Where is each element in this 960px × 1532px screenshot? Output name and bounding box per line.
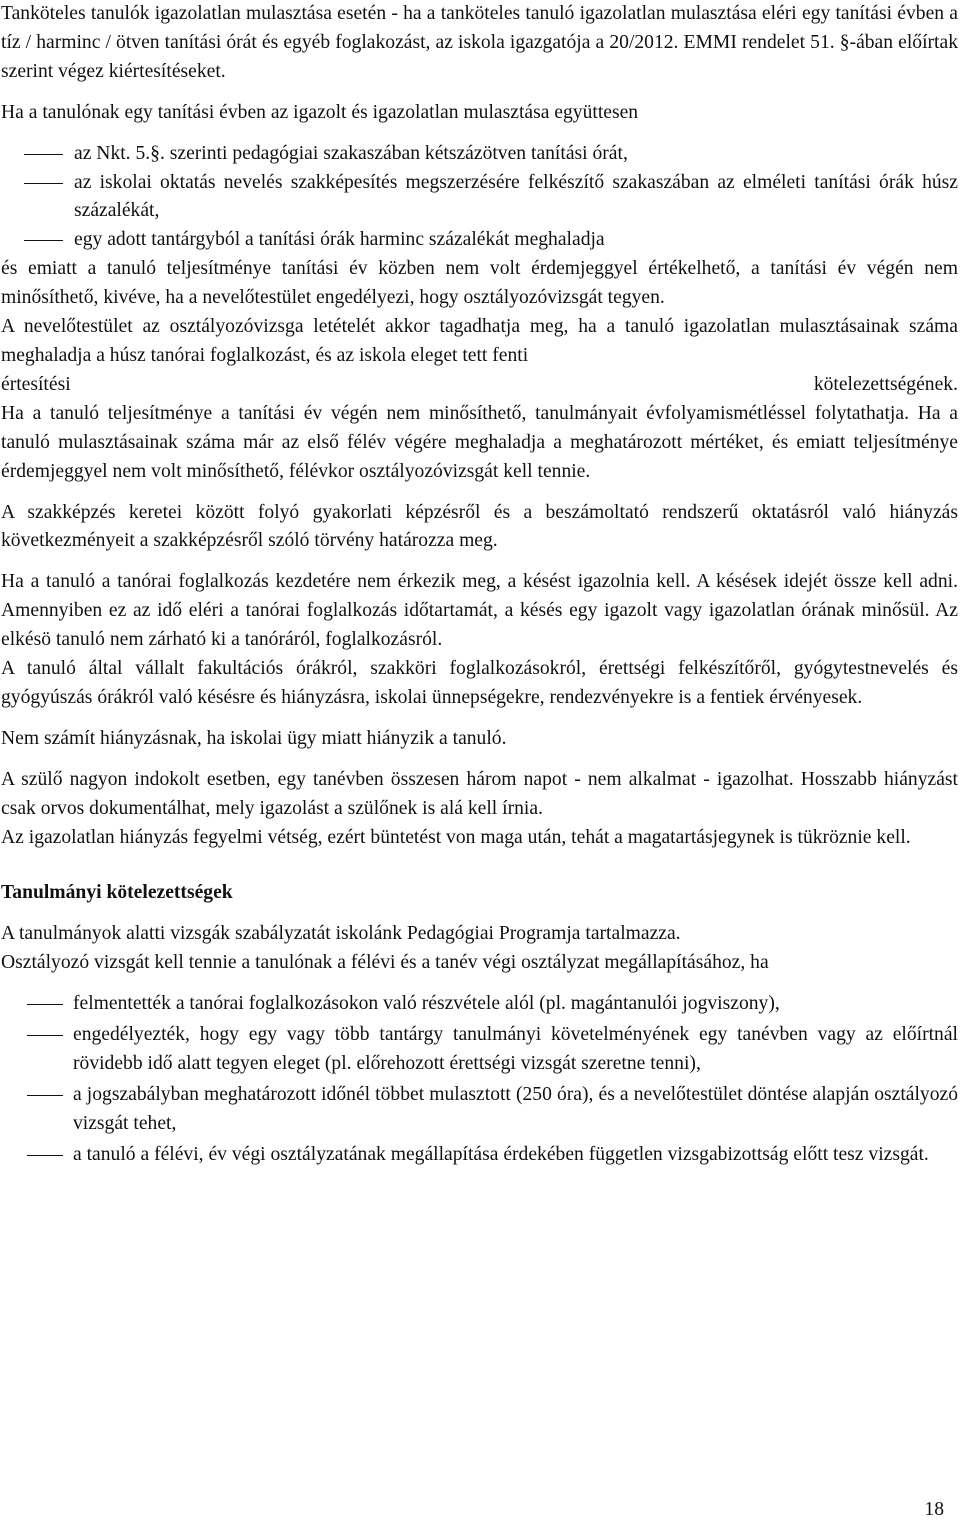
paragraph-parent-excuse: A szülő nagyon indokolt esetben, egy tanévben összesen három napot - nem alkalmat - igazolhat. Hosszabb hiányzást csak orvos dokumentálhat, mely igazolást a szülőnek is alá kell írnia. bbox=[1, 768, 958, 819]
paragraph-grade-repetition: Ha a tanuló teljesítménye a tanítási év végén nem minősíthető, tanulmányait évfolyamismétléssel folytathatja. Ha a tanuló mulasztásainak száma már az első félév végére meghaladja a meghatározott mértéket, és emiatt teljesítménye érdemjeggyel nem volt minősíthető, félévkor osztályozóvizsgát kell tennie. bbox=[1, 402, 958, 482]
classifying-exam-list bbox=[1, 990, 958, 1169]
section-heading: Tanulmányi kötelezettségek bbox=[1, 882, 233, 904]
dash-bullet-icon bbox=[27, 1035, 63, 1036]
paragraph-performance-consequence: és emiatt a tanuló teljesítménye tanítási év közben nem volt érdemjeggyel értékelhető, a tanítási év végén nem minősíthető, kivéve, ha a nevelőtestület engedélyezi, hogy osztályozóvizsgát tegyen. bbox=[1, 258, 958, 309]
list-item: egy adott tantárgyból a tanítási órák harminc százalékát meghaladja bbox=[1, 226, 958, 255]
paragraph-school-business: Nem számít hiányzásnak, ha iskolai ügy miatt hiányzik a tanuló. bbox=[1, 727, 507, 749]
dash-bullet-icon bbox=[27, 1004, 63, 1005]
document-body bbox=[1, 0, 958, 1170]
list-item: engedélyezték, hogy egy vagy több tantárgy tanulmányi követelményének egy tanévben vagy az előírtnál rövidebb idő alatt tegyen eleget (pl. előrehozott érettségi vizsgát szeretne tenni), bbox=[1, 1021, 958, 1079]
paragraph-classifying-exam: Osztályozó vizsgát kell tennie a tanulónak a félévi és a tanév végi osztályzat megállapításához, ha bbox=[1, 952, 769, 974]
paragraph-optional-classes: A tanuló által vállalt fakultációs órákról, szakköri foglalkozásokról, érettségi felkészítőről, gyógytestnevelés és gyógyúszás órákról való késésre és hiányzásra, iskolai ünnepségekre, rendezvényekre is a fentiek érvényesek. bbox=[1, 658, 958, 708]
dash-bullet-icon bbox=[24, 154, 63, 155]
list-item: az iskolai oktatás nevelés szakképesítés megszerzésére felkészítő szakaszában az elméleti tanítási órák húsz százalékát, bbox=[1, 169, 958, 227]
list-item: az Nkt. 5.§. szerinti pedagógiai szakaszában kétszázötven tanítási órát, bbox=[1, 140, 958, 169]
paragraph-exam-refusal: A nevelőtestület az osztályozóvizsga letételét akkor tagadhatja meg, ha a tanuló igazolatlan mulasztásainak száma meghaladja a húsz tanórai foglalkozást, és az iskola eleget tett fenti bbox=[1, 316, 958, 366]
dash-bullet-icon bbox=[24, 240, 63, 241]
list-item: a tanuló a félévi, év végi osztályzatának megállapítása érdekében független vizsgabizottság előtt tesz vizsgát. bbox=[1, 1141, 958, 1170]
paragraph-exam-refusal-end: értesítési kötelezettségének. bbox=[1, 373, 958, 395]
page-number: 18 bbox=[924, 1499, 944, 1520]
dash-bullet-icon bbox=[27, 1155, 63, 1156]
dash-bullet-icon bbox=[24, 183, 63, 184]
paragraph-disciplinary: Az igazolatlan hiányzás fegyelmi vétség, ezért büntetést von maga után, tehát a magatartásjegynek is tükröznie kell. bbox=[1, 826, 911, 848]
list-item: felmentették a tanórai foglalkozásokon való részvétele alól (pl. magántanulói jogviszony), bbox=[1, 990, 958, 1019]
dash-bullet-icon bbox=[27, 1095, 63, 1096]
list-item: a jogszabályban meghatározott időnél többet mulasztott (250 óra), és a nevelőtestület döntése alapján osztályozó vizsgát tehet, bbox=[1, 1081, 958, 1139]
paragraph-lateness: Ha a tanuló a tanórai foglalkozás kezdetére nem érkezik meg, a késést igazolnia kell. A késések idejét össze kell adni. Amennyiben ez az idő eléri a tanórai foglalkozás időtartamát, a késés egy igazolt vagy igazolatlan órának minősül. Az elkésö tanuló nem zárható ki a tanóráról, foglalkozásról. bbox=[1, 571, 958, 651]
paragraph-vocational-training: A szakképzés keretei között folyó gyakorlati képzésről és a beszámoltató rendszerű oktatásról való hiányzás következményeit a szakképzésről szóló törvény határozza meg. bbox=[1, 501, 958, 552]
paragraph-absence-threshold-intro: Ha a tanulónak egy tanítási évben az igazolt és igazolatlan mulasztása együttesen bbox=[1, 101, 639, 123]
absence-threshold-list bbox=[1, 140, 958, 256]
paragraph-exam-rules: A tanulmányok alatti vizsgák szabályzatát iskolánk Pedagógiai Programja tartalmazza. bbox=[1, 923, 681, 945]
paragraph-unexcused-absence: Tanköteles tanulók igazolatlan mulasztása esetén - ha a tanköteles tanuló igazolatlan mulasztása eléri egy tanítási évben a tíz / harminc / ötven tanítási órát és egyéb foglakozást, az iskola igazgatója a 20/2012. EMMI rendelet 51. §-ában előírtak szerint végez kiértesítéseket. bbox=[1, 3, 958, 82]
